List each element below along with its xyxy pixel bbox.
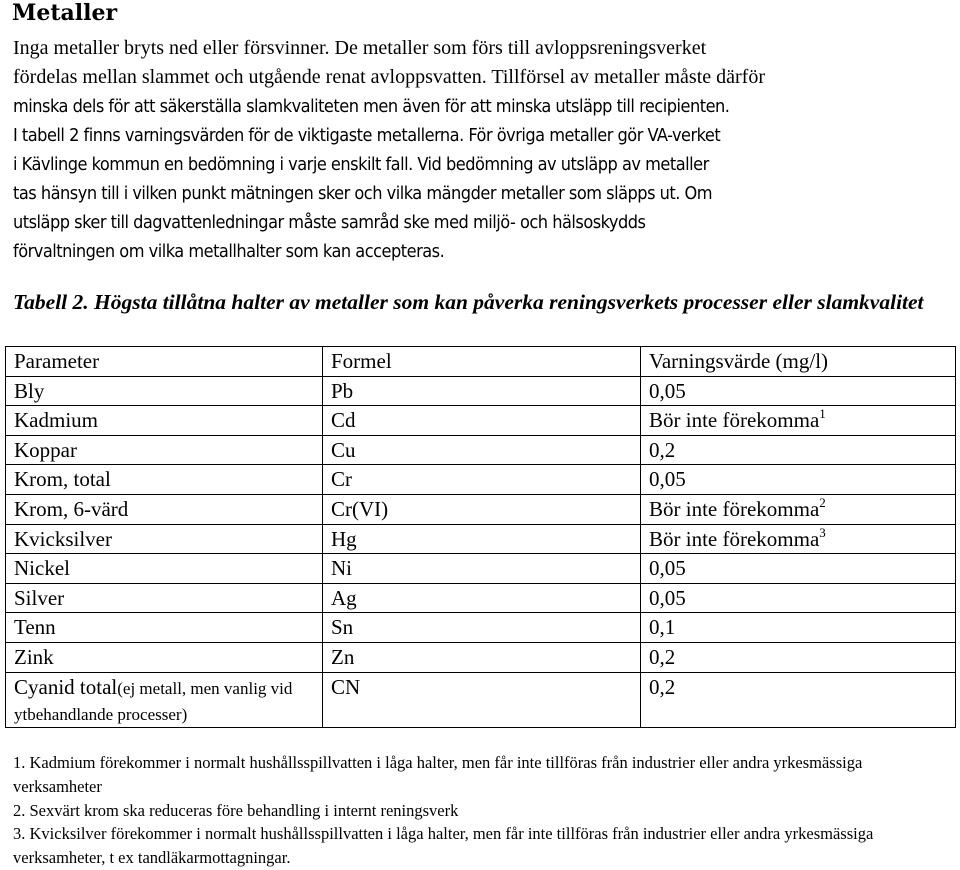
cell-varde bbox=[641, 524, 956, 554]
intro-line-2: fördelas mellan slammet och utgående renat avloppsvatten. Tillförsel av metaller måste därför bbox=[13, 66, 765, 88]
cell-formel: Ag bbox=[323, 583, 641, 613]
header-parameter: Parameter bbox=[6, 347, 323, 377]
cell-formel: Ni bbox=[323, 554, 641, 584]
table-row bbox=[6, 642, 956, 672]
metals-table bbox=[5, 346, 956, 728]
footnote-3: 3. Kvicksilver förekommer i normalt hushållsspillvatten i låga halter, men får inte tillföras från industrier eller andra yrkesmässiga verksamheter, t ex tandläkarmottagningar. bbox=[13, 824, 874, 868]
cell-parameter bbox=[6, 672, 323, 727]
table-caption: Tabell 2. Högsta tillåtna halter av metaller som kan påverka reningsverkets processer eller slamkvalitet bbox=[13, 290, 924, 314]
intro-line-6: tas hänsyn till i vilken punkt mätningen sker och vilka mängder metaller som släpps ut. Om bbox=[13, 183, 713, 204]
cell-formel: Hg bbox=[323, 524, 641, 554]
cell-varde: 0,2 bbox=[641, 672, 956, 727]
header-formel: Formel bbox=[323, 347, 641, 377]
table-row bbox=[6, 494, 956, 524]
varde-text: 0,05 bbox=[649, 467, 686, 492]
cell-parameter: Kadmium bbox=[6, 406, 323, 436]
table-body bbox=[6, 376, 956, 727]
section-heading: Metaller bbox=[12, 0, 118, 26]
cell-formel: Cr bbox=[323, 465, 641, 495]
intro-line-4: I tabell 2 finns varningsvärden för de viktigaste metallerna. För övriga metaller gör VA-verket bbox=[13, 125, 721, 146]
cell-parameter: Silver bbox=[6, 583, 323, 613]
cell-formel: Zn bbox=[323, 642, 641, 672]
intro-paragraph bbox=[13, 34, 958, 266]
cell-varde bbox=[641, 642, 956, 672]
table-row bbox=[6, 406, 956, 436]
cell-formel: Sn bbox=[323, 613, 641, 643]
table-row bbox=[6, 583, 956, 613]
table-row bbox=[6, 465, 956, 495]
cell-formel: CN bbox=[323, 672, 641, 727]
varde-text: Bör inte förekomma bbox=[649, 408, 820, 433]
cell-parameter: Zink bbox=[6, 642, 323, 672]
cyanid-label: Cyanid total bbox=[14, 674, 118, 699]
table-header-row bbox=[6, 347, 956, 377]
varde-text: 0,1 bbox=[649, 615, 676, 640]
cyanid-note: (ej metall, men vanlig vid ytbehandlande processer) bbox=[14, 678, 293, 724]
table-row bbox=[6, 376, 956, 406]
footnote-1: 1. Kadmium förekommer i normalt hushållsspillvatten i låga halter, men får inte tillföras från industrier eller andra yrkesmässiga verksamheter bbox=[13, 753, 863, 796]
cell-parameter: Krom, total bbox=[6, 465, 323, 495]
table-row bbox=[6, 613, 956, 643]
table-row bbox=[6, 435, 956, 465]
footnotes bbox=[13, 751, 953, 870]
cell-parameter: Kvicksilver bbox=[6, 524, 323, 554]
cell-formel: Cr(VI) bbox=[323, 494, 641, 524]
varde-text: 0,2 bbox=[649, 437, 676, 462]
cell-varde bbox=[641, 465, 956, 495]
cell-formel: Pb bbox=[323, 376, 641, 406]
table-row bbox=[6, 554, 956, 584]
cell-formel: Cu bbox=[323, 435, 641, 465]
intro-line-5: i Kävlinge kommun en bedömning i varje enskilt fall. Vid bedömning av utsläpp av metaller bbox=[13, 154, 709, 175]
intro-line-7: utsläpp sker till dagvattenledningar måste samråd ske med miljö- och hälsoskydds bbox=[13, 212, 646, 233]
footnote-ref: 1 bbox=[819, 406, 826, 422]
cell-parameter: Koppar bbox=[6, 435, 323, 465]
cell-varde bbox=[641, 554, 956, 584]
footnote-ref: 2 bbox=[819, 494, 826, 510]
cell-varde bbox=[641, 494, 956, 524]
varde-text: Bör inte förekomma bbox=[649, 526, 820, 551]
varde-text: 0,05 bbox=[649, 378, 686, 403]
cell-parameter: Bly bbox=[6, 376, 323, 406]
cell-varde bbox=[641, 376, 956, 406]
intro-line-3: minska dels för att säkerställa slamkvaliteten men även för att minska utsläpp till recipienten. bbox=[13, 96, 730, 117]
varde-text: Bör inte förekomma bbox=[649, 496, 820, 521]
cell-formel: Cd bbox=[323, 406, 641, 436]
varde-text: 0,2 bbox=[649, 644, 676, 669]
cell-varde bbox=[641, 435, 956, 465]
cell-parameter: Nickel bbox=[6, 554, 323, 584]
cell-parameter: Tenn bbox=[6, 613, 323, 643]
footnote-2: 2. Sexvärt krom ska reduceras före behandling i internt reningsverk bbox=[13, 800, 459, 820]
cell-parameter: Krom, 6-värd bbox=[6, 494, 323, 524]
header-varningsvarde: Varningsvärde (mg/l) bbox=[641, 347, 956, 377]
intro-line-1: Inga metaller bryts ned eller försvinner. De metaller som förs till avloppsreningsverket bbox=[13, 37, 707, 59]
intro-line-8: förvaltningen om vilka metallhalter som kan accepteras. bbox=[13, 241, 445, 262]
varde-text: 0,05 bbox=[649, 585, 686, 610]
cell-varde bbox=[641, 613, 956, 643]
cell-varde bbox=[641, 583, 956, 613]
cell-varde bbox=[641, 406, 956, 436]
varde-text: 0,05 bbox=[649, 556, 686, 581]
table-row bbox=[6, 524, 956, 554]
table-row-cyanid bbox=[6, 672, 956, 727]
footnote-ref: 3 bbox=[819, 524, 826, 540]
